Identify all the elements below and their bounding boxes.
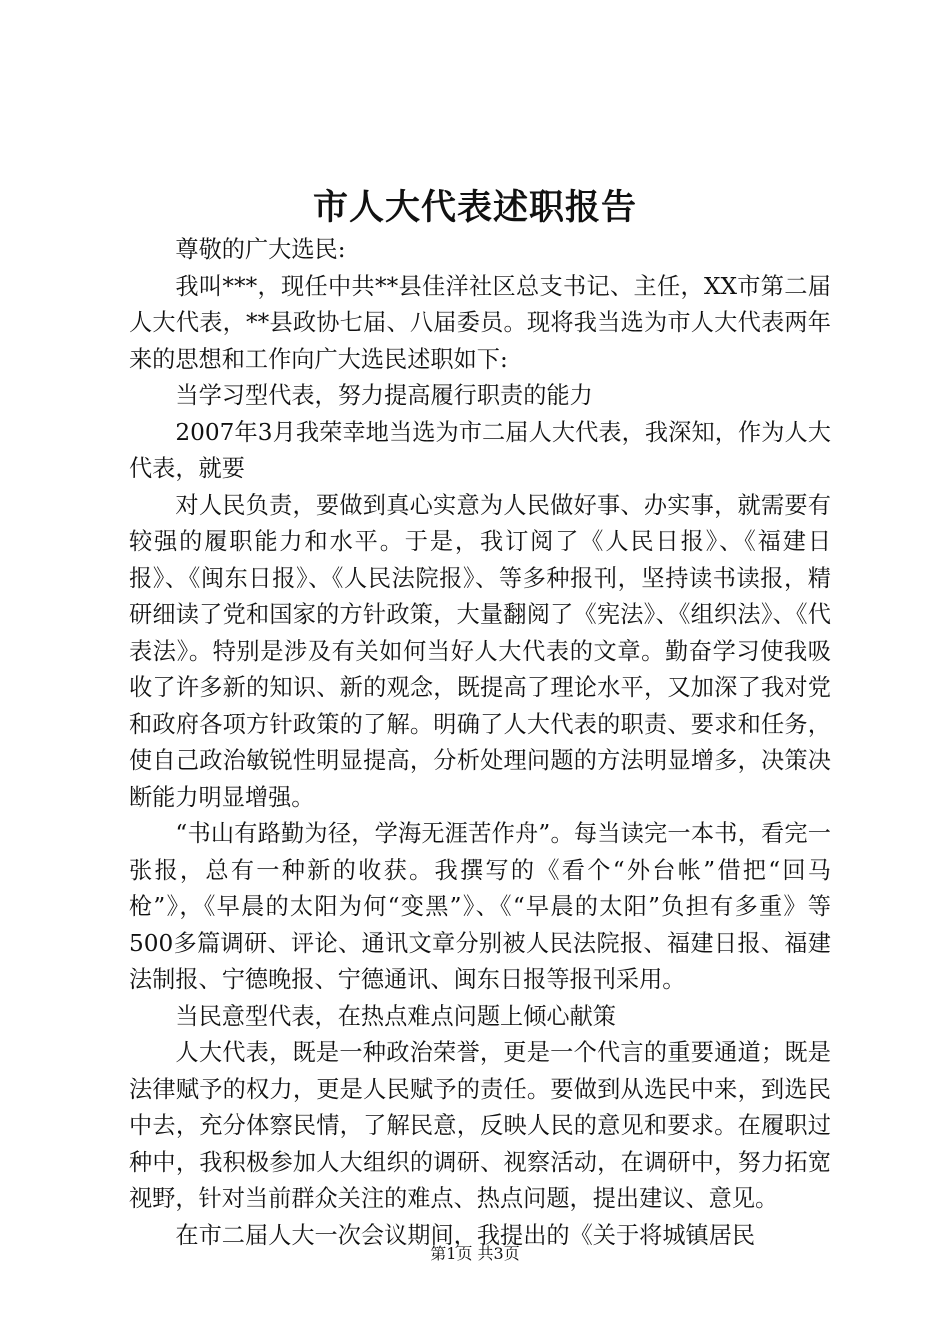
body-paragraph: 对人民负责，要做到真心实意为人民做好事、办实事，就需要有较强的履职能力和水平。于是，我订阅了《人民日报》、《福建日报》、《闽东日报》、《人民法院报》、等多种报刊，坚持读书读报，精研细读了党和国家的方针政策，大量翻阅了《宪法》、《组织法》、《代表法》。特别是涉及有关如何当好人大代表的文章。勤奋学习使我吸收了许多新的知识、新的观念，既提高了理论水平，又加深了我对党和政府各项方针政策的了解。明确了人大代表的职责、要求和任务，使自己政治敏锐性明显提高，分析处理问题的方法明显增多，决策决断能力明显增强。 xyxy=(129,491,831,811)
body-paragraph: 人大代表，既是一种政治荣誉，更是一个代言的重要通道；既是法律赋予的权力，更是人民赋予的责任。要做到从选民中来，到选民中去，充分体察民情，了解民意，反映人民的意见和要求。在履职过种中，我积极参加人大组织的调研、视察活动，在调研中，努力拓宽视野，针对当前群众关注的难点、热点问题，提出建议、意见。 xyxy=(129,1039,831,1212)
section-heading-study: 当学习型代表，努力提高履行职责的能力 xyxy=(175,382,593,409)
page-footer xyxy=(0,1242,950,1266)
page-number-indicator: 第1页 共3页 xyxy=(430,1244,520,1263)
document-body xyxy=(129,232,831,1254)
section-heading-public-opinion: 当民意型代表，在热点难点问题上倾心献策 xyxy=(175,1002,616,1030)
document-title: 市人大代表述职报告 xyxy=(312,187,637,228)
salutation-paragraph: 尊敬的广大选民: xyxy=(175,236,346,263)
body-paragraph: 在市二届人大一次会议期间，我提出的《关于将城镇居民 xyxy=(175,1221,756,1249)
body-paragraph: 2007年3月我荣幸地当选为市二届人大代表，我深知，作为人大代表，就要 xyxy=(129,418,831,482)
body-paragraph: “书山有路勤为径，学海无涯苦作舟”。每当读完一本书，看完一张报，总有一种新的收获。我撰写的《看个“外台帐”借把“回马枪”》，《早晨的太阳为何“变黑”》、《“早晨的太阳”负担有多重》等500多篇调研、评论、通讯文章分别被人民法院报、福建日报、福建法制报、宁德晚报、宁德通讯、闽东日报等报刊采用。 xyxy=(129,820,831,993)
intro-paragraph: 我叫***，现任中共**县佳洋社区总支书记、主任，XX市第二届人大代表，**县政协七届、八届委员。现将我当选为市人大代表两年来的思想和工作向广大选民述职如下: xyxy=(129,272,831,373)
